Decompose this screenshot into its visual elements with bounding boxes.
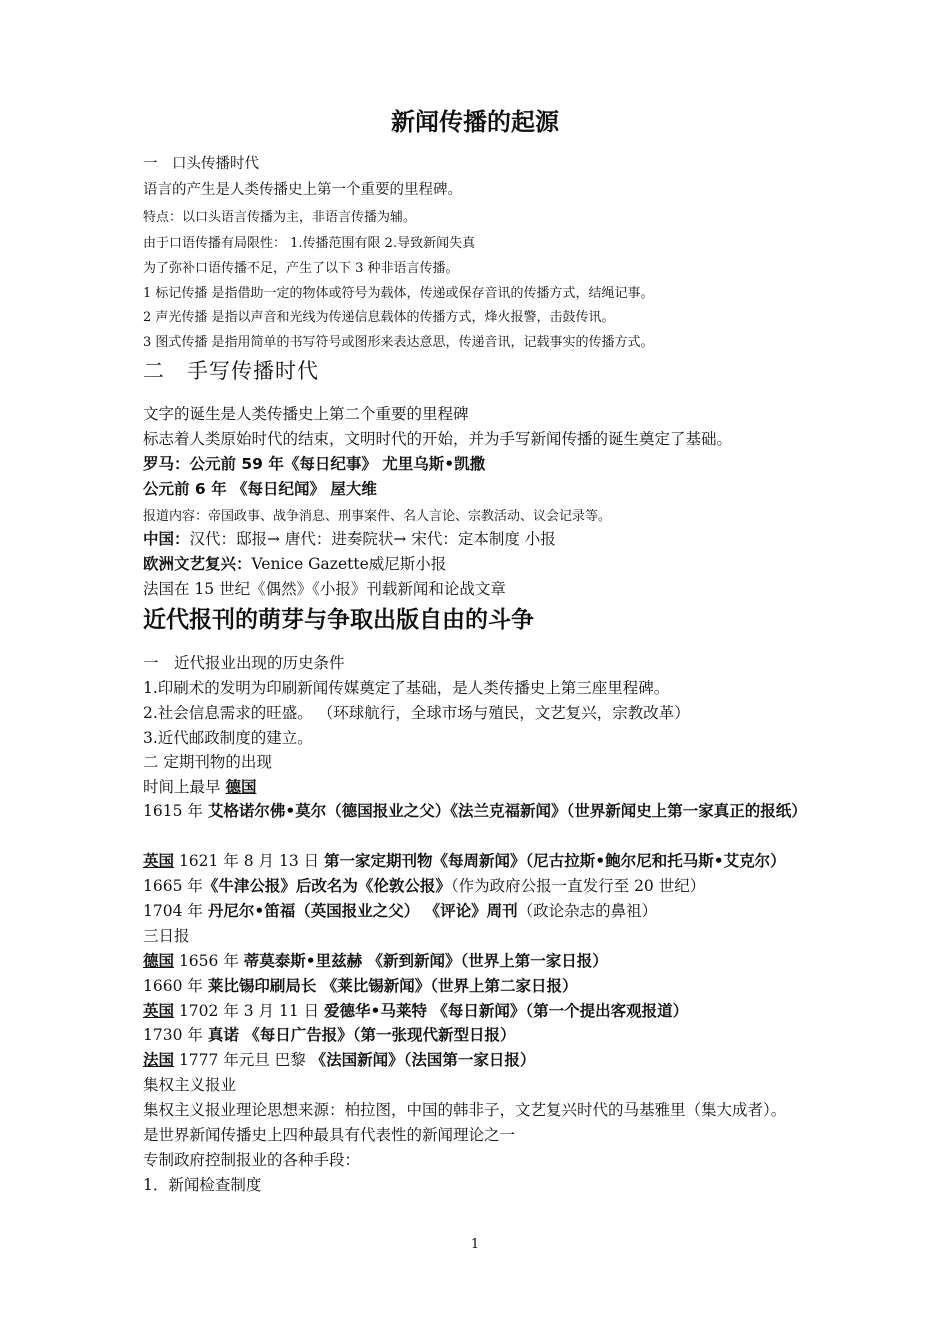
text-line: 集权主义报业理论思想来源：柏拉图，中国的韩非子，文艺复兴时代的马基雅里（集大成者）。 [143,1101,787,1119]
section3-heading: 近代报刊的萌芽与争取出版自由的斗争 [143,607,534,633]
text-line: 特点：以口头语言传播为主，非语言传播为辅。 [143,210,417,225]
text-line [143,949,608,971]
bold-text: 第一家定期刊物《每周新闻》（尼古拉斯•鲍尔尼和托马斯•艾克尔） [324,852,786,870]
text-line: 标志着人类原始时代的结束，文明时代的开始，并为手写新闻传播的诞生奠定了基础。 [143,430,733,448]
text-line: 1 标记传播 是指借助一定的物体或符号为载体，传递或保存音讯的传播方式，结绳记事。 [143,286,654,301]
text-span: 1615 年 [143,802,208,820]
text-line: 由于口语传播有局限性： 1.传播范围有限 2.导致新闻失真 [143,236,476,251]
text-span: （政论杂志的鼻祖） [517,902,658,920]
subheading: 三日报 [143,927,190,945]
text-span: 汉代：邸报→ 唐代：进奏院状→ 宋代：定本制度 小报 [189,530,556,548]
text-line [143,552,446,574]
text-line: 3 图式传播 是指用简单的书写符号或图形来表达意思，传递音讯，记载事实的传播方式。 [143,335,654,350]
text-line [143,527,556,549]
text-line [143,899,657,921]
text-span: （作为政府公报一直发行至 20 世纪） [450,877,706,895]
text-span: 1702 年 3 月 11 日 [174,1002,325,1020]
bold-text: 真诺 《每日广告报》（第一张现代新型日报） [207,1026,516,1044]
text-line: 为了弥补口语传播不足，产生了以下 3 种非语言传播。 [143,261,459,276]
text-line: 文字的诞生是人类传播史上第二个重要的里程碑 [143,405,469,423]
bold-text: 丹尼尔•笛福（英国报业之父） 《评论》周刊 [207,902,518,920]
text-span: 时间上最早 [143,778,226,796]
underlined-country: 英国 [143,852,175,870]
page-title: 新闻传播的起源 [391,108,559,136]
text-span: 1656 年 [174,952,244,970]
text-line: 3.近代邮政制度的建立。 [143,729,313,747]
text-line [143,999,688,1021]
text-line [143,1023,515,1045]
bold-text: 罗马：公元前 59 年《每日纪事》 尤里乌斯•凯撒 [143,455,486,473]
text-line [143,1048,535,1070]
text-line: 法国在 15 世纪《偶然》《小报》刊载新闻和论战文章 [143,580,506,598]
text-line [143,477,377,499]
text-span: 1730 年 [143,1026,208,1044]
underlined-country: 英国 [143,1002,175,1020]
text-span: 1621 年 8 月 13 日 [174,852,325,870]
bold-label: 欧洲文艺复兴： [143,555,252,573]
text-line [143,799,813,824]
text-line [143,974,577,996]
subheading: 二 定期刊物的出现 [143,753,272,771]
text-line: 报道内容：帝国政事、战争消息、刑事案件、名人言论、宗教活动、议会记录等。 [143,509,612,524]
underlined-country: 法国 [143,1051,175,1069]
underlined-country: 德国 [225,778,257,796]
subheading: 集权主义报业 [143,1076,237,1094]
bold-text: 莱比锡印刷局长 《莱比锡新闻》（世界上第二家日报） [207,977,578,995]
text-line: 语言的产生是人类传播史上第一个重要的里程碑。 [143,182,462,198]
page-number: 1 [470,1237,480,1252]
text-line: 2.社会信息需求的旺盛。 （环球航行，全球市场与殖民，文艺复兴，宗教改革） [143,704,690,722]
text-line: 1．新闻检查制度 [143,1176,262,1194]
subheading: 一 近代报业出现的历史条件 [143,654,345,672]
bold-text: 蒂莫泰斯•里兹赫 《新到新闻》（世界上第一家日报） [243,952,608,970]
text-line [143,874,705,896]
bold-text: 《牛津公报》后改名为《伦敦公报》 [202,877,451,895]
text-line [143,849,786,871]
bold-text: 公元前 6 年 《每日纪闻》 屋大维 [143,480,377,498]
text-line [143,775,256,797]
text-line [143,452,485,474]
text-span: 1777 年元旦 巴黎 [174,1051,311,1069]
text-span: Venice Gazette威尼斯小报 [251,555,447,573]
text-line: 专制政府控制报业的各种手段： [143,1151,361,1169]
text-line: 是世界新闻传播史上四种最具有代表性的新闻理论之一 [143,1126,516,1144]
text-line: 2 声光传播 是指以声音和光线为传递信息载体的传播方式，烽火报警，击鼓传讯。 [143,310,615,325]
text-span: 1704 年 [143,902,208,920]
bold-text: 艾格诺尔佛•莫尔（德国报业之父）《法兰克福新闻》（世界新闻史上第一家真正的报纸） [207,802,807,820]
underlined-country: 德国 [143,952,175,970]
bold-text: 《法国新闻》（法国第一家日报） [310,1051,536,1069]
bold-text: 爱德华•马莱特 《每日新闻》（第一个提出客观报道） [324,1002,689,1020]
bold-label: 中国： [143,530,190,548]
text-span: 1660 年 [143,977,208,995]
section1-heading: 一 口头传播时代 [143,156,259,172]
section2-heading: 二 手写传播时代 [143,359,319,383]
text-line: 1.印刷术的发明为印刷新闻传媒奠定了基础，是人类传播史上第三座里程碑。 [143,679,670,697]
text-span: 1665 年 [143,877,203,895]
